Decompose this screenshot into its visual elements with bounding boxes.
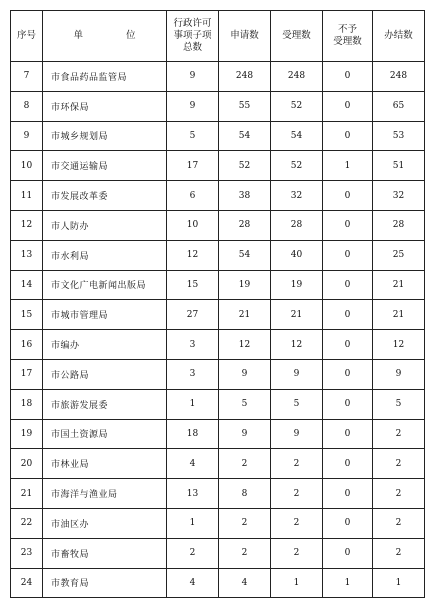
- header-row: [11, 11, 425, 62]
- cell-applications: 38: [219, 181, 271, 211]
- cell-rejected: 0: [323, 181, 373, 211]
- cell-completed: 2: [373, 449, 425, 479]
- cell-rejected: 0: [323, 210, 373, 240]
- cell-rejected: 0: [323, 449, 373, 479]
- cell-applications: 2: [219, 449, 271, 479]
- cell-accepted: 54: [271, 121, 323, 151]
- cell-applications: 9: [219, 419, 271, 449]
- cell-unit: 市旅游发展委: [43, 389, 167, 419]
- cell-no: 8: [11, 91, 43, 121]
- cell-subitems: 2: [167, 538, 219, 568]
- cell-rejected: 0: [323, 300, 373, 330]
- cell-subitems: 15: [167, 270, 219, 300]
- cell-subitems: 27: [167, 300, 219, 330]
- cell-rejected: 0: [323, 121, 373, 151]
- cell-rejected: 0: [323, 538, 373, 568]
- cell-completed: 2: [373, 508, 425, 538]
- table-row: [11, 538, 425, 568]
- cell-subitems: 10: [167, 210, 219, 240]
- header-subitems-line1: 行政许可: [173, 18, 212, 29]
- cell-no: 18: [11, 389, 43, 419]
- cell-rejected: 0: [323, 91, 373, 121]
- cell-no: 20: [11, 449, 43, 479]
- table-row: [11, 270, 425, 300]
- cell-subitems: 9: [167, 62, 219, 92]
- cell-no: 10: [11, 151, 43, 181]
- cell-accepted: 32: [271, 181, 323, 211]
- cell-subitems: 3: [167, 330, 219, 360]
- header-applications: 申请数: [219, 11, 271, 62]
- cell-no: 9: [11, 121, 43, 151]
- cell-accepted: 1: [271, 568, 323, 598]
- cell-subitems: 4: [167, 449, 219, 479]
- cell-accepted: 12: [271, 330, 323, 360]
- cell-unit: 市海洋与渔业局: [43, 479, 167, 509]
- cell-unit: 市畜牧局: [43, 538, 167, 568]
- cell-unit: 市食品药品监管局: [43, 62, 167, 92]
- cell-applications: 9: [219, 359, 271, 389]
- cell-no: 16: [11, 330, 43, 360]
- cell-unit: 市国土资源局: [43, 419, 167, 449]
- cell-rejected: 0: [323, 479, 373, 509]
- header-rejected-line1: 不予: [337, 24, 357, 35]
- cell-completed: 1: [373, 568, 425, 598]
- table-row: [11, 62, 425, 92]
- cell-completed: 51: [373, 151, 425, 181]
- cell-completed: 65: [373, 91, 425, 121]
- cell-subitems: 4: [167, 568, 219, 598]
- cell-subitems: 6: [167, 181, 219, 211]
- table-row: [11, 389, 425, 419]
- cell-applications: 12: [219, 330, 271, 360]
- header-accepted: 受理数: [271, 11, 323, 62]
- cell-applications: 19: [219, 270, 271, 300]
- cell-subitems: 12: [167, 240, 219, 270]
- cell-unit: 市水利局: [43, 240, 167, 270]
- cell-rejected: 0: [323, 359, 373, 389]
- cell-accepted: 28: [271, 210, 323, 240]
- header-rejected: [323, 11, 373, 62]
- cell-accepted: 52: [271, 91, 323, 121]
- table-row: [11, 121, 425, 151]
- header-completed: 办结数: [373, 11, 425, 62]
- table-row: [11, 508, 425, 538]
- cell-no: 24: [11, 568, 43, 598]
- cell-no: 17: [11, 359, 43, 389]
- cell-accepted: 9: [271, 419, 323, 449]
- cell-accepted: 2: [271, 479, 323, 509]
- cell-completed: 32: [373, 181, 425, 211]
- cell-subitems: 3: [167, 359, 219, 389]
- cell-completed: 2: [373, 419, 425, 449]
- cell-unit: 市编办: [43, 330, 167, 360]
- cell-applications: 248: [219, 62, 271, 92]
- table-row: [11, 359, 425, 389]
- header-unit-label: 单 位: [73, 30, 156, 41]
- cell-unit: 市城市管理局: [43, 300, 167, 330]
- cell-no: 7: [11, 62, 43, 92]
- cell-applications: 54: [219, 121, 271, 151]
- cell-unit: 市交通运输局: [43, 151, 167, 181]
- cell-rejected: 1: [323, 568, 373, 598]
- table-row: [11, 330, 425, 360]
- cell-unit: 市人防办: [43, 210, 167, 240]
- cell-no: 19: [11, 419, 43, 449]
- table-row: [11, 449, 425, 479]
- cell-completed: 53: [373, 121, 425, 151]
- cell-no: 11: [11, 181, 43, 211]
- table-row: [11, 91, 425, 121]
- header-subitems-line2: 事项子项: [173, 30, 212, 41]
- cell-no: 23: [11, 538, 43, 568]
- cell-applications: 8: [219, 479, 271, 509]
- cell-unit: 市发展改革委: [43, 181, 167, 211]
- table-row: [11, 181, 425, 211]
- cell-completed: 12: [373, 330, 425, 360]
- cell-unit: 市林业局: [43, 449, 167, 479]
- table-body: [11, 62, 425, 598]
- cell-subitems: 1: [167, 508, 219, 538]
- cell-completed: 21: [373, 300, 425, 330]
- cell-subitems: 5: [167, 121, 219, 151]
- cell-subitems: 9: [167, 91, 219, 121]
- table-row: [11, 568, 425, 598]
- cell-rejected: 0: [323, 330, 373, 360]
- cell-rejected: 1: [323, 151, 373, 181]
- cell-completed: 2: [373, 538, 425, 568]
- cell-accepted: 5: [271, 389, 323, 419]
- cell-applications: 21: [219, 300, 271, 330]
- cell-accepted: 52: [271, 151, 323, 181]
- cell-unit: 市文化广电新闻出版局: [43, 270, 167, 300]
- cell-unit: 市公路局: [43, 359, 167, 389]
- cell-applications: 5: [219, 389, 271, 419]
- cell-applications: 4: [219, 568, 271, 598]
- cell-completed: 21: [373, 270, 425, 300]
- table-row: [11, 419, 425, 449]
- cell-rejected: 0: [323, 62, 373, 92]
- table-row: [11, 151, 425, 181]
- cell-accepted: 2: [271, 538, 323, 568]
- cell-completed: 9: [373, 359, 425, 389]
- cell-accepted: 2: [271, 449, 323, 479]
- header-subitems: [167, 11, 219, 62]
- cell-completed: 25: [373, 240, 425, 270]
- cell-applications: 2: [219, 508, 271, 538]
- cell-applications: 52: [219, 151, 271, 181]
- cell-completed: 2: [373, 479, 425, 509]
- cell-applications: 54: [219, 240, 271, 270]
- cell-rejected: 0: [323, 419, 373, 449]
- header-rejected-line2: 受理数: [333, 36, 362, 47]
- cell-no: 22: [11, 508, 43, 538]
- cell-rejected: 0: [323, 270, 373, 300]
- cell-no: 14: [11, 270, 43, 300]
- cell-subitems: 13: [167, 479, 219, 509]
- cell-accepted: 19: [271, 270, 323, 300]
- cell-applications: 2: [219, 538, 271, 568]
- cell-applications: 55: [219, 91, 271, 121]
- cell-no: 21: [11, 479, 43, 509]
- header-unit: [43, 11, 167, 62]
- header-subitems-line3: 总数: [182, 42, 202, 53]
- cell-subitems: 18: [167, 419, 219, 449]
- cell-completed: 5: [373, 389, 425, 419]
- table-row: [11, 240, 425, 270]
- cell-subitems: 17: [167, 151, 219, 181]
- cell-rejected: 0: [323, 508, 373, 538]
- table-header: [11, 11, 425, 62]
- cell-applications: 28: [219, 210, 271, 240]
- cell-no: 12: [11, 210, 43, 240]
- cell-completed: 28: [373, 210, 425, 240]
- table-row: [11, 210, 425, 240]
- table-row: [11, 479, 425, 509]
- cell-subitems: 1: [167, 389, 219, 419]
- cell-no: 13: [11, 240, 43, 270]
- table-row: [11, 300, 425, 330]
- cell-rejected: 0: [323, 240, 373, 270]
- header-no: 序号: [11, 11, 43, 62]
- cell-accepted: 9: [271, 359, 323, 389]
- cell-accepted: 2: [271, 508, 323, 538]
- cell-unit: 市城乡规划局: [43, 121, 167, 151]
- cell-rejected: 0: [323, 389, 373, 419]
- cell-accepted: 248: [271, 62, 323, 92]
- cell-accepted: 40: [271, 240, 323, 270]
- cell-unit: 市环保局: [43, 91, 167, 121]
- cell-unit: 市教育局: [43, 568, 167, 598]
- cell-unit: 市油区办: [43, 508, 167, 538]
- cell-accepted: 21: [271, 300, 323, 330]
- permit-statistics-table: [10, 10, 425, 598]
- cell-no: 15: [11, 300, 43, 330]
- cell-completed: 248: [373, 62, 425, 92]
